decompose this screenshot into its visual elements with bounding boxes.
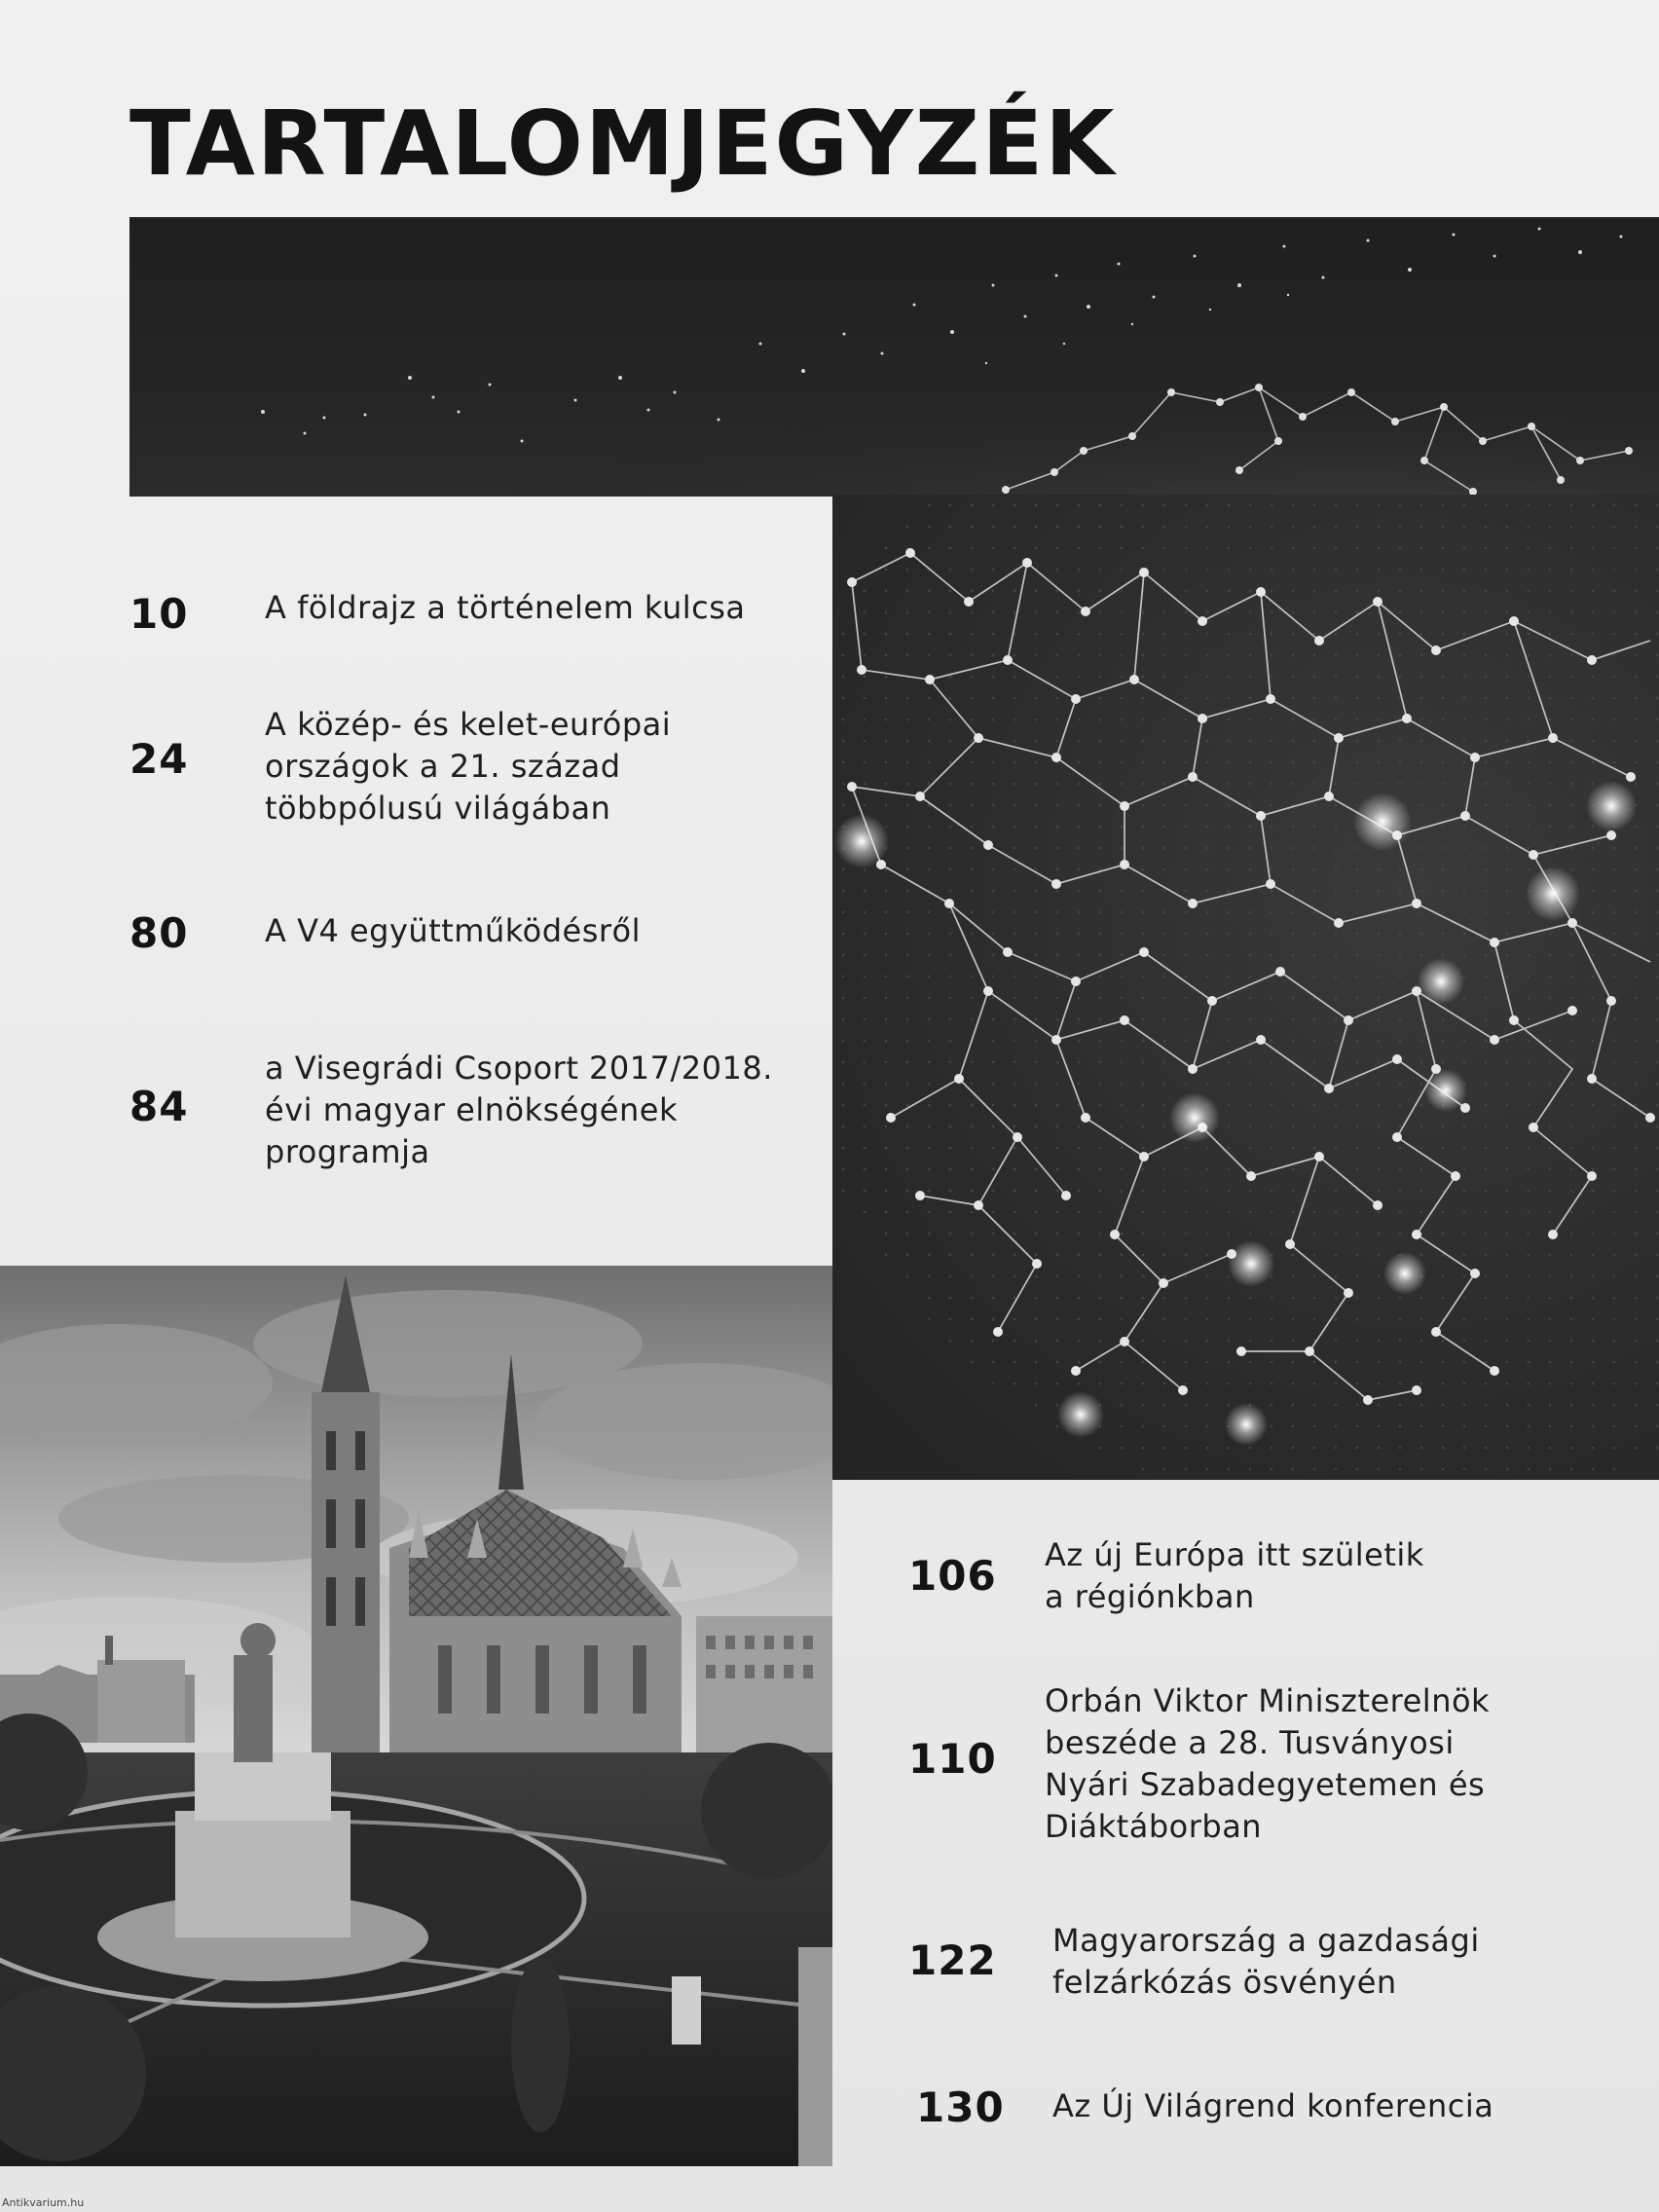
space-illustration-top xyxy=(129,217,1659,497)
toc-title: Az Új Világrend konferencia xyxy=(1052,2087,1494,2124)
watermark-text: Antikvarium.hu xyxy=(2,2196,85,2209)
toc-page-number: 10 xyxy=(129,590,189,638)
constellation-globe-illustration xyxy=(832,495,1659,1480)
toc-page-number: 24 xyxy=(129,735,189,783)
matthias-church-photo xyxy=(0,1266,832,2166)
toc-title: Magyarország a gazdasági felzárkózás ösvényén xyxy=(1052,1922,1480,2001)
toc-title: a Visegrádi Csoport 2017/2018. évi magyar elnökségének programja xyxy=(265,1050,773,1170)
toc-page-number: 130 xyxy=(916,2083,1005,2131)
toc-page-number: 110 xyxy=(908,1735,997,1783)
toc-page-number: 84 xyxy=(129,1083,189,1130)
toc-page-number: 80 xyxy=(129,909,189,957)
page-title: TARTALOMJEGYZÉK xyxy=(129,91,1117,196)
toc-page-number: 106 xyxy=(908,1552,997,1600)
toc-page-number: 122 xyxy=(908,1936,997,1984)
toc-title: A közép- és kelet-európai országok a 21. század többpólusú világában xyxy=(265,706,672,827)
toc-title: A V4 együttműködésről xyxy=(265,912,642,949)
toc-title: Az új Európa itt születik a régiónkban xyxy=(1045,1536,1424,1615)
toc-title: A földrajz a történelem kulcsa xyxy=(265,589,746,626)
toc-title: Orbán Viktor Miniszterelnök beszéde a 28. Tusványosi Nyári Szabadegyetemen és Diáktáborban xyxy=(1045,1682,1491,1845)
